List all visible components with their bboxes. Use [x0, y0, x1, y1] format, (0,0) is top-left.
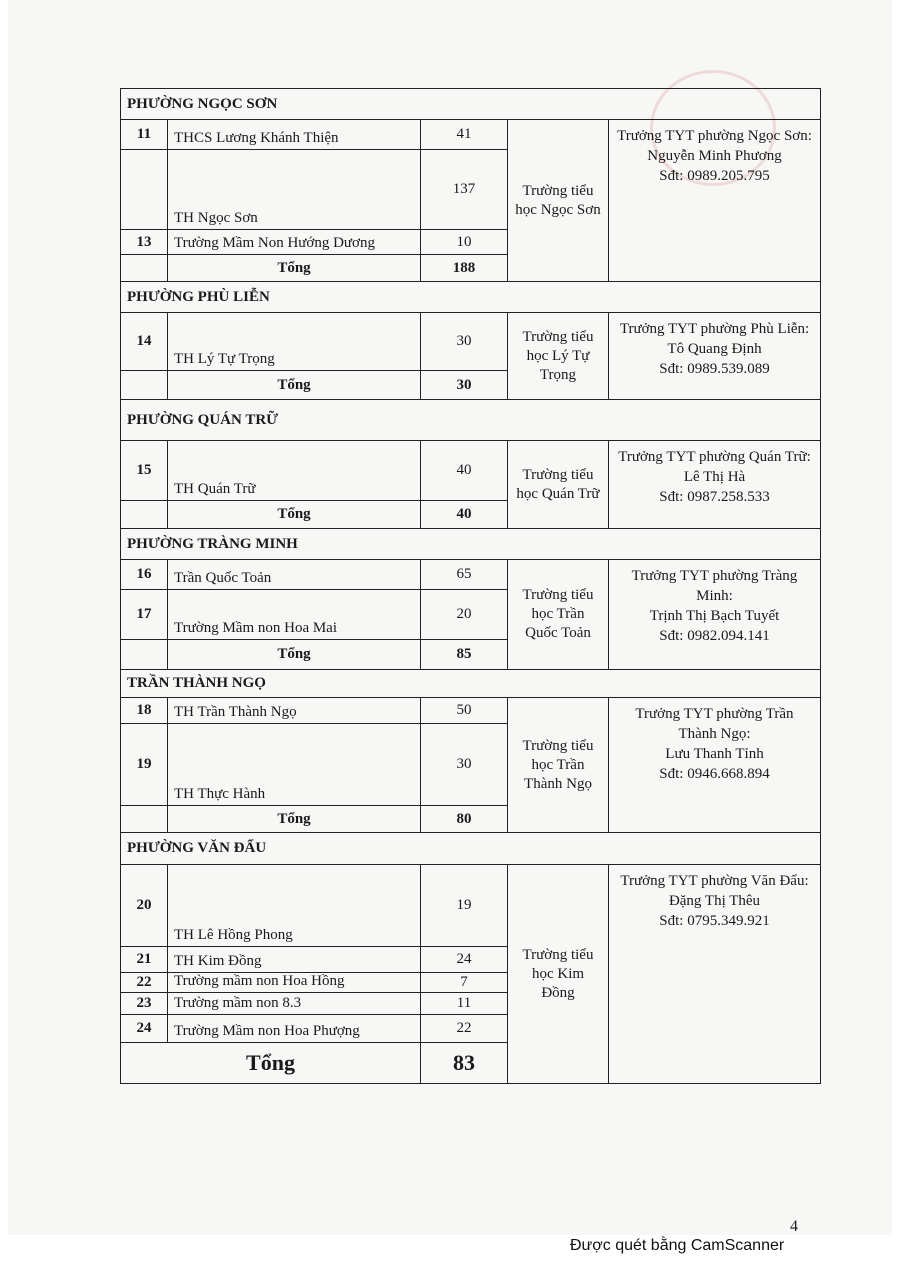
empty-cell — [121, 371, 168, 400]
row-number: 23 — [121, 993, 168, 1015]
contact-person — [609, 865, 821, 1084]
row-number: 18 — [121, 698, 168, 724]
school-name: Trường mầm non Hoa Hồng — [168, 973, 421, 993]
student-count: 41 — [421, 120, 508, 150]
total-label: Tổng — [121, 1043, 421, 1084]
empty-cell — [121, 640, 168, 670]
total-value: 85 — [421, 640, 508, 670]
empty-cell — [121, 255, 168, 282]
contact-line: Sđt: 0982.094.141 — [659, 628, 770, 644]
contact-person — [609, 698, 821, 833]
contact-line: Đặng Thị Thêu — [668, 893, 761, 909]
contact-person — [609, 120, 821, 282]
contact-line: Lưu Thanh Tỉnh — [665, 746, 764, 762]
student-count: 24 — [421, 947, 508, 973]
student-count: 7 — [421, 973, 508, 993]
section-header-row — [121, 833, 821, 865]
vaccination-site: Trường tiểu học Ngọc Sơn — [508, 120, 609, 282]
contact-line: Sđt: 0795.349.921 — [659, 913, 770, 929]
row-number: 11 — [121, 120, 168, 150]
student-count: 30 — [421, 313, 508, 371]
empty-cell — [121, 806, 168, 833]
student-count: 65 — [421, 560, 508, 590]
total-label: Tổng — [168, 255, 421, 282]
student-count: 137 — [421, 150, 508, 230]
school-name: TH Ngọc Sơn — [168, 150, 421, 230]
row-number: 24 — [121, 1015, 168, 1043]
table-row — [121, 698, 821, 724]
vaccination-site: Trường tiểu học Trần Thành Ngọ — [508, 698, 609, 833]
section-title: PHƯỜNG PHÙ LIỄN — [121, 282, 821, 313]
student-count: 11 — [421, 993, 508, 1015]
total-label: Tổng — [168, 640, 421, 670]
section-title: PHƯỜNG TRÀNG MINH — [121, 529, 821, 560]
table-row — [121, 865, 821, 947]
row-number: 17 — [121, 590, 168, 640]
contact-line: Trưởng TYT phường Trần Thành Ngọ: — [635, 706, 794, 742]
row-number: 20 — [121, 865, 168, 947]
school-name: THCS Lương Khánh Thiện — [168, 120, 421, 150]
contact-person — [609, 441, 821, 529]
school-name: Trần Quốc Toản — [168, 560, 421, 590]
total-label: Tổng — [168, 371, 421, 400]
school-name: TH Quán Trữ — [168, 441, 421, 501]
section-header-row — [121, 670, 821, 698]
section-title: PHƯỜNG VĂN ĐẨU — [121, 833, 821, 865]
section-header-row — [121, 89, 821, 120]
row-number: 19 — [121, 724, 168, 806]
total-value: 188 — [421, 255, 508, 282]
row-number — [121, 150, 168, 230]
section-header-row — [121, 529, 821, 560]
school-name: TH Lê Hồng Phong — [168, 865, 421, 947]
student-count: 22 — [421, 1015, 508, 1043]
contact-line: Sđt: 0946.668.894 — [659, 766, 770, 782]
section-title: TRẦN THÀNH NGỌ — [121, 670, 821, 698]
school-name: TH Trần Thành Ngọ — [168, 698, 421, 724]
contact-line: Trưởng TYT phường Quán Trữ: — [618, 449, 811, 465]
row-number: 21 — [121, 947, 168, 973]
contact-line: Trưởng TYT phường Phù Liễn: — [619, 321, 810, 337]
table-row — [121, 313, 821, 371]
vaccination-site: Trường tiểu học Lý Tự Trọng — [508, 313, 609, 400]
section-title: PHƯỜNG NGỌC SƠN — [121, 89, 821, 120]
row-number: 14 — [121, 313, 168, 371]
total-label: Tổng — [168, 501, 421, 529]
contact-line: Tô Quang Định — [667, 341, 762, 357]
total-value: 83 — [421, 1043, 508, 1084]
section-header-row — [121, 282, 821, 313]
row-number: 15 — [121, 441, 168, 501]
contact-line: Trịnh Thị Bạch Tuyết — [649, 608, 780, 624]
student-count: 40 — [421, 441, 508, 501]
student-count: 19 — [421, 865, 508, 947]
contact-line: Lê Thị Hà — [683, 469, 746, 485]
total-value: 40 — [421, 501, 508, 529]
contact-line: Nguyễn Minh Phương — [647, 148, 782, 164]
student-count: 50 — [421, 698, 508, 724]
section-header-row — [121, 400, 821, 441]
school-name: Trường Mầm Non Hướng Dương — [168, 230, 421, 255]
school-assignment-table — [120, 88, 821, 1084]
contact-line: Sđt: 0987.258.533 — [659, 489, 770, 505]
school-name: TH Kim Đồng — [168, 947, 421, 973]
total-value: 80 — [421, 806, 508, 833]
school-name: TH Lý Tự Trọng — [168, 313, 421, 371]
section-title: PHƯỜNG QUÁN TRỮ — [121, 400, 821, 441]
school-name: Trường Mầm non Hoa Mai — [168, 590, 421, 640]
row-number: 22 — [121, 973, 168, 993]
contact-line: Trưởng TYT phường Văn Đẩu: — [620, 873, 809, 889]
vaccination-site: Trường tiểu học Kim Đồng — [508, 865, 609, 1084]
camscanner-footer: Được quét bằng CamScanner — [570, 1237, 785, 1254]
contact-line: Sđt: 0989.539.089 — [659, 361, 770, 377]
table-row — [121, 120, 821, 150]
student-count: 10 — [421, 230, 508, 255]
contact-line: Sđt: 0989.205.795 — [659, 168, 770, 184]
contact-line: Trưởng TYT phường Ngọc Sơn: — [617, 128, 812, 144]
page-number: 4 — [790, 1218, 798, 1235]
school-name: Trường Mầm non Hoa Phượng — [168, 1015, 421, 1043]
contact-person — [609, 313, 821, 400]
student-count: 30 — [421, 724, 508, 806]
school-name: TH Thực Hành — [168, 724, 421, 806]
table-row — [121, 441, 821, 501]
row-number: 13 — [121, 230, 168, 255]
vaccination-site: Trường tiểu học Trần Quốc Toản — [508, 560, 609, 670]
vaccination-site: Trường tiểu học Quán Trữ — [508, 441, 609, 529]
total-label: Tổng — [168, 806, 421, 833]
row-number: 16 — [121, 560, 168, 590]
contact-line: Trưởng TYT phường Tràng Minh: — [631, 568, 798, 604]
empty-cell — [121, 501, 168, 529]
total-value: 30 — [421, 371, 508, 400]
school-name: Trường mầm non 8.3 — [168, 993, 421, 1015]
contact-person — [609, 560, 821, 670]
table-row — [121, 560, 821, 590]
student-count: 20 — [421, 590, 508, 640]
